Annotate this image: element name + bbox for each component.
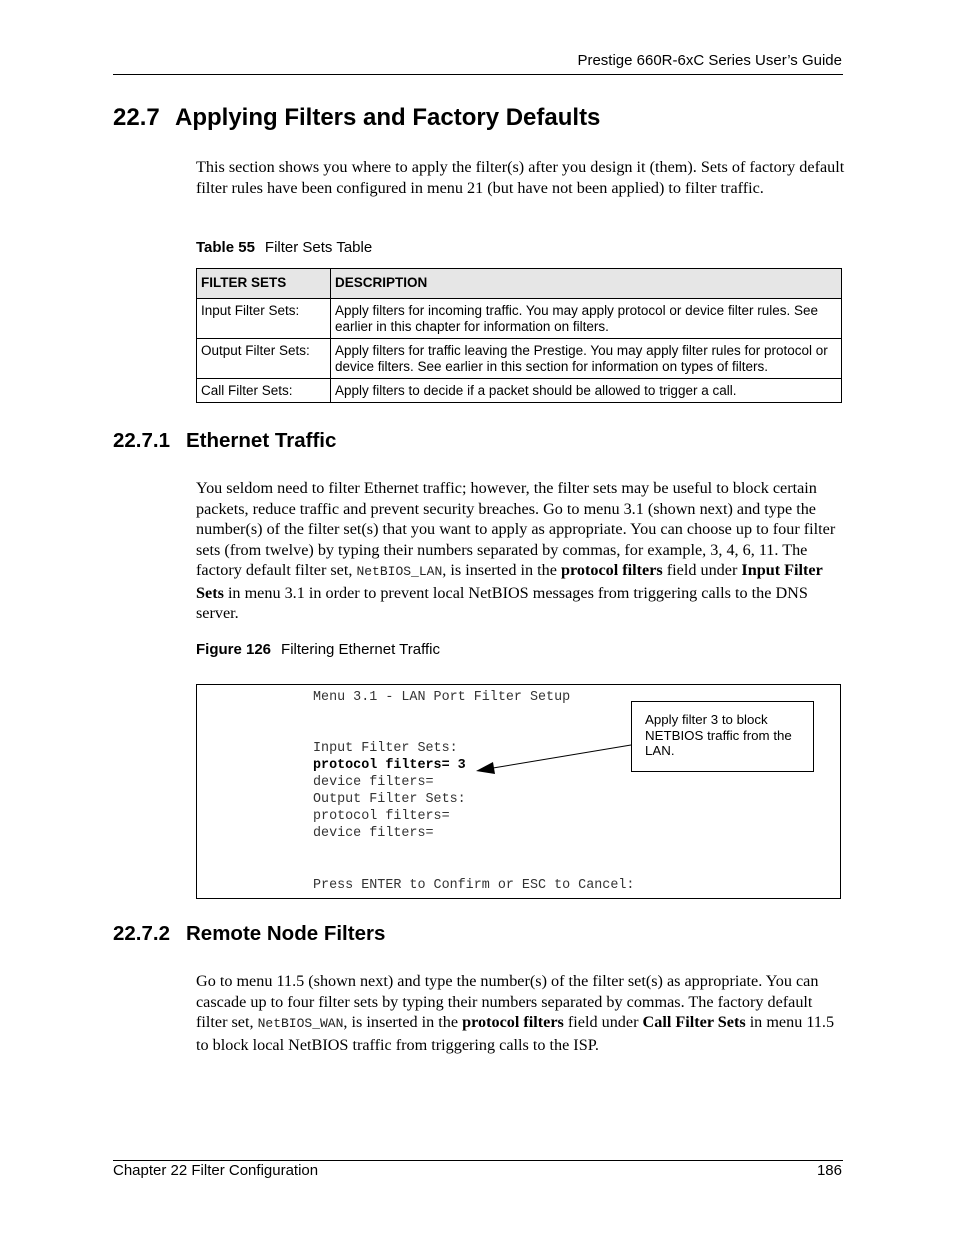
table-cell-description: Apply filters for traffic leaving the Prestige. You may apply filter rules for protocol or device filters. See earlier in this section for information on types of filters. xyxy=(331,339,842,379)
paragraph-text: in menu 3.1 in order to prevent local NetBIOS messages from triggering calls to the DNS server. xyxy=(196,583,808,622)
figure-caption-title: Filtering Ethernet Traffic xyxy=(281,641,440,658)
running-head: Prestige 660R-6xC Series User’s Guide xyxy=(577,52,842,69)
paragraph-text: field under xyxy=(563,1013,643,1031)
subsection-title: Remote Node Filters xyxy=(186,922,386,945)
remote-node-paragraph xyxy=(196,971,846,1055)
field-name: protocol filters xyxy=(462,1013,564,1031)
field-name: protocol filters xyxy=(560,561,663,579)
subsection-heading-remote-node xyxy=(113,922,385,946)
paragraph-text: in menu 11.5 to block local NetBIOS traffic from triggering calls to the ISP. xyxy=(196,1013,835,1054)
ethernet-paragraph xyxy=(196,478,846,624)
filter-set-name: NetBIOS_LAN xyxy=(356,564,443,579)
input-protocol-filters-field: protocol filters= 3 xyxy=(313,758,466,773)
field-group-name: Call Filter Sets xyxy=(642,1013,746,1031)
section-intro: This section shows you where to apply the filter(s) after you design it (them). Sets of factory default filter rules have been configured in menu 21 (but have not been applied) to filter traffic. xyxy=(196,158,845,197)
table-caption-label: Table 55 xyxy=(196,239,255,256)
table-cell-filter-set: Output Filter Sets: xyxy=(197,339,331,379)
paragraph-text: , is inserted in the xyxy=(343,1013,463,1031)
table-row xyxy=(197,299,842,339)
table-caption xyxy=(196,239,372,256)
section-number: 22.7 xyxy=(113,104,160,131)
table-row xyxy=(197,379,842,403)
section-heading xyxy=(113,104,600,132)
column-header-filter-sets: FILTER SETS xyxy=(197,269,331,299)
paragraph-text: Go to menu 11.5 (shown next) and type the number(s) of the filter set(s) as appropriate. You can cascade up to four filter sets by typing their numbers separated by commas. The factory default filter set, xyxy=(196,972,819,1031)
figure-caption xyxy=(196,641,440,658)
callout-text: Apply filter 3 to block NETBIOS traffic from the LAN. xyxy=(645,712,792,758)
table-row xyxy=(197,339,842,379)
subsection-heading-ethernet xyxy=(113,429,336,453)
table-cell-description: Apply filters for incoming traffic. You may apply protocol or device filter rules. See earlier in this chapter for information on filters. xyxy=(331,299,842,339)
paragraph-text: field under xyxy=(662,561,742,579)
paragraph-text: You seldom need to filter Ethernet traffic; however, the filter sets may be useful to block certain packets, reduce traffic and prevent security breaches. Go to menu 3.1 (shown next) and type the number(s) of the filter set(s) that you want to apply as appropriate. You can choose up to four filter sets (from twelve) by typing their numbers separated by commas, for example, 3, 4, 6, 11. The factory default filter set, xyxy=(196,479,836,579)
menu-screen-figure xyxy=(196,684,841,899)
table-cell-filter-set: Call Filter Sets: xyxy=(197,379,331,403)
input-device-filters-field: device filters= xyxy=(313,775,434,790)
callout-box xyxy=(631,701,814,772)
figure-caption-label: Figure 126 xyxy=(196,641,272,658)
subsection-title: Ethernet Traffic xyxy=(186,429,337,452)
footer-chapter: Chapter 22 Filter Configuration xyxy=(113,1162,319,1179)
paragraph-text: , is inserted in the xyxy=(442,561,561,579)
output-filter-sets-label: Output Filter Sets: xyxy=(313,792,466,807)
subsection-number: 22.7.1 xyxy=(113,429,170,452)
filter-set-name: NetBIOS_WAN xyxy=(257,1016,344,1031)
section-title: Applying Filters and Factory Defaults xyxy=(175,104,601,131)
header-rule xyxy=(113,74,843,75)
footer-rule xyxy=(113,1160,843,1161)
field-group-name: Input Filter Sets xyxy=(196,561,823,602)
subsection-number: 22.7.2 xyxy=(113,922,170,945)
table-cell-description: Apply filters to decide if a packet should be allowed to trigger a call. xyxy=(331,379,842,403)
filter-sets-table xyxy=(196,268,842,403)
table-caption-title: Filter Sets Table xyxy=(264,239,373,256)
table-cell-filter-set: Input Filter Sets: xyxy=(197,299,331,339)
output-protocol-filters-field: protocol filters= xyxy=(313,809,450,824)
column-header-description: DESCRIPTION xyxy=(331,269,842,299)
output-device-filters-field: device filters= xyxy=(313,826,434,841)
input-filter-sets-label: Input Filter Sets: xyxy=(313,741,458,756)
table-header-row xyxy=(197,269,842,299)
page-number: 186 xyxy=(816,1162,842,1179)
menu-title: Menu 3.1 - LAN Port Filter Setup xyxy=(313,690,571,705)
confirm-prompt: Press ENTER to Confirm or ESC to Cancel: xyxy=(313,878,635,893)
